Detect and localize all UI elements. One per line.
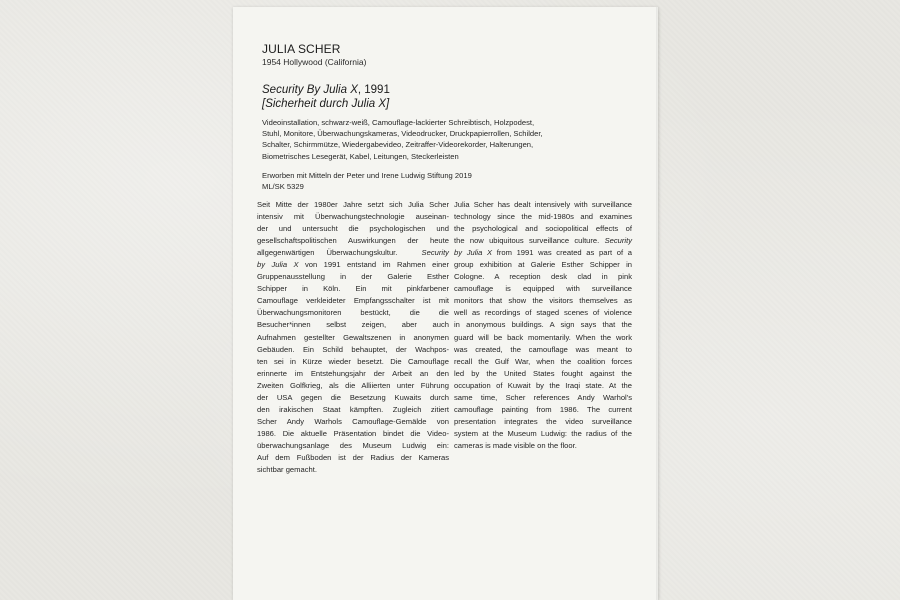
text-fragment: from 1991 was created as part of a — [492, 248, 632, 258]
materials-list — [262, 117, 602, 162]
text-line: den irakischen Staat kämpften. Zugleich zitiert — [257, 404, 449, 414]
text-line: the psychological and sociopolitical effects of — [454, 224, 632, 234]
text-line: in anonymous buildings. A sign says that the — [454, 320, 632, 330]
acquisition-credit: Erworben mit Mitteln der Peter und Irene Ludwig Stiftung 2019 — [262, 171, 472, 180]
text-line: well as recordings of staged scenes of violence — [454, 308, 632, 318]
text-line: cameras is made visible on the floor. — [454, 440, 577, 450]
text-line: Cologne. A reception desk clad in pink — [454, 272, 632, 282]
text-line: technology since the mid-1980s and examines — [454, 212, 632, 222]
text-line: der und untersucht die psychologischen und — [257, 224, 449, 234]
text-line: Besucher*innen selbst zeigen, aber auch — [257, 320, 449, 330]
text-line: occupation of Kuwait by the Iraqi state. At the — [454, 380, 632, 390]
text-fragment: the now ubiquitous surveillance culture. — [454, 236, 600, 246]
text-line: erinnerte im Entstehungsjahr der Arbeit an den — [257, 368, 449, 378]
text-line: intensiv mit Überwachungstechnologie auseinan- — [257, 212, 449, 222]
text-line: sichtbar gemacht. — [257, 465, 317, 475]
text-line — [454, 247, 632, 259]
text-line: camouflage painting from 1986. The current — [454, 404, 632, 414]
artist-name: JULIA SCHER — [262, 42, 341, 56]
text-line: Julia Scher has dealt intensively with surveillance — [454, 200, 632, 209]
english-text-column — [454, 199, 632, 452]
text-line: 1986. Die aktuelle Präsentation bindet die Video- — [257, 428, 449, 438]
text-line: guard will be back momentarily. When the work — [454, 332, 632, 342]
work-title-reference: by Julia X — [454, 248, 493, 258]
work-title-reference: Security — [421, 248, 449, 258]
work-year: , 1991 — [357, 84, 390, 96]
text-line: Seit Mitte der 1980er Jahre setzt sich Julia Scher — [257, 200, 449, 209]
text-line: same time, Scher references Andy Warhol's — [454, 392, 632, 402]
text-line: der USA gegen die Besetzung Kuwaits durch — [257, 392, 449, 402]
materials-line: Biometrisches Lesegerät, Kabel, Leitungen, Steckerleisten — [262, 151, 459, 161]
work-title-reference: by Julia X — [257, 260, 299, 270]
text-line: Gruppenausstellung in der Galerie Esther — [257, 272, 449, 282]
materials-line: Stuhl, Monitore, Überwachungskameras, Videodrucker, Druckpapierrollen, Schilder, — [262, 129, 543, 139]
text-line: recall the Gulf War, when the coalition forces — [454, 356, 632, 366]
work-title-line — [262, 84, 390, 96]
text-line: ten sei in Kürze wieder besetzt. Die Camouflage — [257, 356, 449, 366]
text-line: überwachungsanlage des Museum Ludwig ein: — [257, 440, 449, 450]
text-line: group exhibition at Galerie Esther Schipper in — [454, 260, 632, 270]
text-line: Überwachungsmonitoren bestückt, die die — [257, 308, 449, 318]
text-line: Zweiten Golfkrieg, als die Alliierten unter Führung — [257, 380, 449, 390]
materials-line: Schalter, Schirmmütze, Wiedergabevideo, Zeitraffer-Videorekorder, Halterungen, — [262, 140, 534, 150]
label-shadow — [656, 7, 660, 600]
text-line: Auf dem Fußboden ist der Radius der Kameras — [257, 452, 449, 462]
text-line: Aufnahmen gestellter Gewaltszenen in anonymen — [257, 332, 449, 342]
text-line — [257, 259, 449, 271]
work-title: Security By Julia X — [262, 84, 358, 96]
text-line: was created, the camouflage was meant to — [454, 344, 632, 354]
inventory-number: ML/SK 5329 — [262, 182, 304, 192]
text-line: system at the Museum Ludwig: the radius of the — [454, 428, 632, 438]
work-title-reference: Security — [604, 236, 632, 246]
text-line: presentation integrates the video surveillance — [454, 416, 632, 426]
german-text-column — [257, 199, 449, 476]
text-fragment: von 1991 entstand im Rahmen einer — [298, 260, 449, 270]
materials-line: Videoinstallation, schwarz-weiß, Camouflage-lackierter Schreibtisch, Holzpodest, — [262, 118, 535, 127]
text-line: Camouflage verkleideter Empfangsschalter ist mit — [257, 296, 449, 306]
text-line — [454, 235, 632, 247]
text-line — [257, 247, 449, 259]
work-title-german: [Sicherheit durch Julia X] — [262, 98, 390, 110]
text-line: camouflage is equipped with surveillance — [454, 284, 632, 294]
text-line: Gebäuden. Ein Schild behauptet, der Wachpos- — [257, 344, 449, 354]
text-line: Schipper in Köln. Ein mit pinkfarbener — [257, 284, 449, 294]
artist-birth-info: 1954 Hollywood (California) — [262, 57, 367, 67]
text-line: monitors that show the visitors themselves as — [454, 296, 632, 306]
text-fragment: allgegenwärtigen Überwachungskultur. — [257, 248, 398, 258]
text-line: led by the United States fought against the — [454, 368, 632, 378]
text-line: Scher Andy Warhols Camouflage-Gemälde von — [257, 416, 449, 426]
wall-label — [233, 7, 658, 600]
acquisition-info — [262, 170, 602, 192]
text-line: gesellschaftspolitischen Auswirkungen der heute — [257, 236, 449, 246]
